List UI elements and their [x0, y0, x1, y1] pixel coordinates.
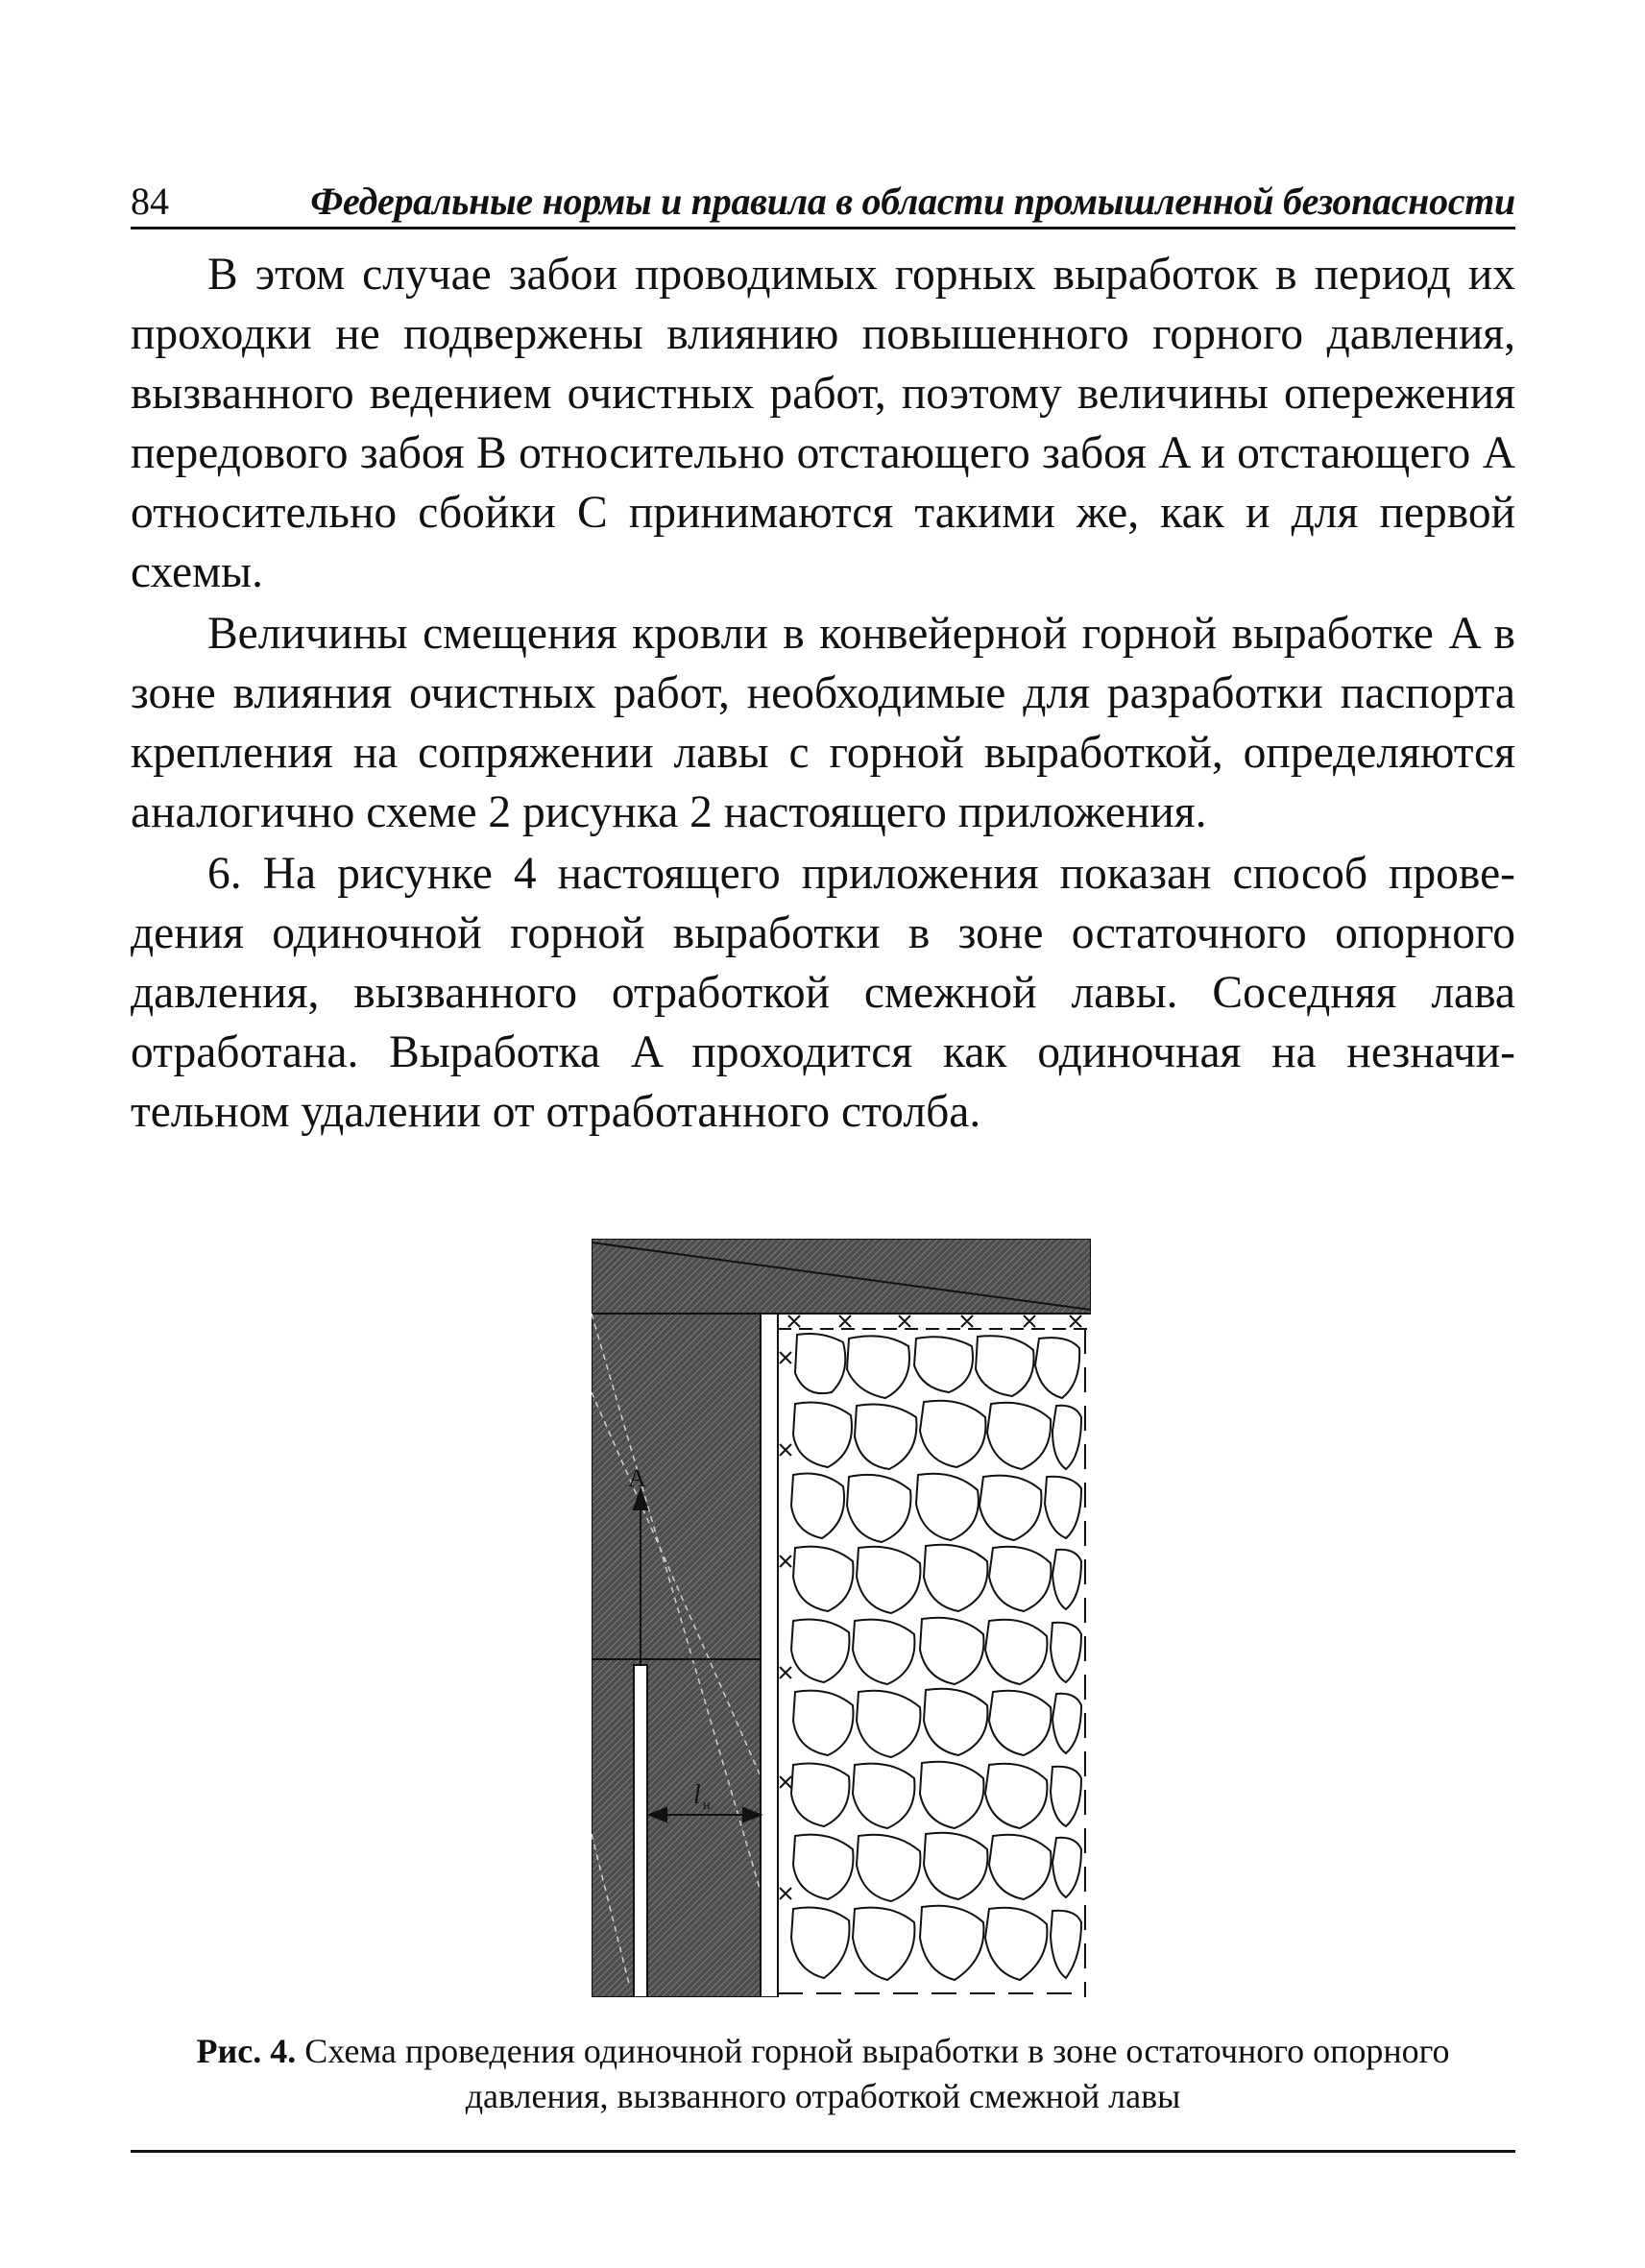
label-a: A — [628, 1464, 646, 1492]
paragraph-2: Величины смещения кровли в конвейерной горной выработке A в зоне влияния очистных работ, необходимые для разработки паспорта крепления на сопряжении лавы с горной выработкой, определяются аналогично схеме 2 рисунка 2 настоящего приложения. — [131, 609, 1515, 837]
running-title: Федеральные нормы и правила в области промышленной безопасности — [310, 180, 1515, 223]
coal-pillar — [592, 1314, 761, 1997]
figure-4-diagram — [592, 1239, 1091, 1997]
goaf-region — [778, 1314, 1091, 1997]
page-number: 84 — [131, 180, 169, 223]
support-strip — [761, 1314, 778, 1997]
figure-4 — [592, 1239, 1091, 1997]
mine-working-a — [634, 1665, 647, 1997]
figure-caption — [131, 2029, 1515, 2119]
page-header — [131, 175, 1515, 229]
caption-text: Схема проведения одиночной горной выработки в зоне остаточного опорного давления, вызванного отработкой смежной лавы — [304, 2032, 1450, 2115]
caption-label: Рис. 4. — [196, 2032, 297, 2070]
label-l: l — [693, 1780, 701, 1810]
paragraph-1: В этом случае забои проводимых горных выработок в период их проходки не подвержены влиянию повышенного горного давления, вызванного ведением очистных работ, поэтому величины опережения передового забоя B относительно отстающего забоя A и отстающего A относительно сбойки C принимаются такими же, как и для первой схемы. — [131, 250, 1515, 597]
paragraph-3: 6. На рисунке 4 настоящего приложения показан способ проведения одиночной горной выработки в зоне остаточного опорного давления, вызванного отработкой смежной лавы. Соседняя лава отработана. Выработка A проходится как одиночная на незначительном удалении от отработанного столба. — [131, 849, 1515, 1137]
bottom-rule — [131, 2150, 1515, 2153]
body-text — [131, 245, 1515, 1144]
label-l-subscript: н — [703, 1798, 711, 1813]
